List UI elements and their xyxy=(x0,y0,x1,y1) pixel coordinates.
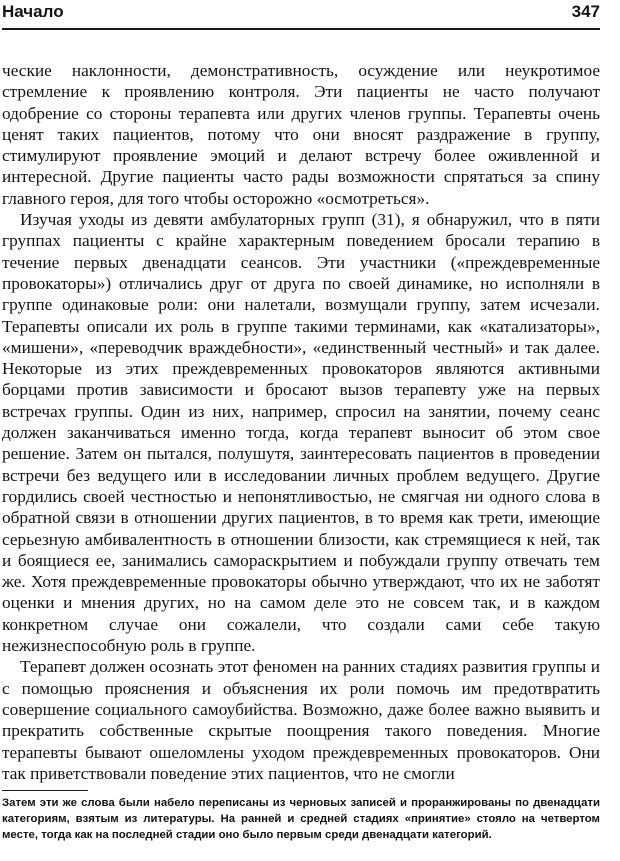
footnote: Затем эти же слова были набело переписаны из черновых записей и проранжированы по двенадцати категориям, взятым из литературы. На ранней и средней стадиях «принятие» стояло на четвертом месте, тогда как на последней стадии оно было первым среди двенадцати категорий. xyxy=(2,797,600,842)
running-head: Начало xyxy=(2,2,64,21)
page-header xyxy=(2,0,600,30)
footnote-divider xyxy=(2,790,88,791)
paragraph-therapist-role: Терапевт должен осознать этот феномен на ранних стадиях развития группы и с помощью прояснения и объяснения их роли помочь им предотвратить совершение социального самоубийства. Возможно, даже более важно выявить и прекратить собственные скрытые поощрения такого поведения. Многие терапевты бывают ошеломлены уходом преждевременных провокаторов. Они так приветствовали поведение этих пациентов, что не смогли xyxy=(2,657,600,783)
paragraph-continued: ческие наклонности, демонстративность, осуждение или неукротимое стремление к проявлению контроля. Эти пациенты не часто получают одобрение со стороны терапевта или других членов группы. Терапевты очень ценят таких пациентов, потому что они вносят раздражение в группу, стимулируют проявление эмоций и делают встречу более оживленной и интересной. Другие пациенты часто рады возможности спрятаться за спину главного героя, для того чтобы осторожно «осмотреться». xyxy=(2,61,600,208)
paragraph-dropouts-study: Изучая уходы из девяти амбулаторных групп (31), я обнаружил, что в пяти группах пациенты с крайне характерным поведением бросали терапию в течение первых двенадцати сеансов. Эти участники («преждевременные провокаторы») отличались друг от друга по своей динамике, но исполняли в группе одинаковые роли: они налетали, возмущали группу, затем исчезали. Терапевты описали их роль в группе такими терминами, как «катализаторы», «мишени», «переводчик враждебности», «единственный честный» и так далее. Некоторые из этих преждевременных провокаторов являются активными борцами против зависимости и бросают вызов терапевту уже на первых встречах группы. Один из них, например, спросил на занятии, почему сеанс должен заканчиваться именно тогда, когда терапевт выносит об этом свое решение. Затем он пытался, полушутя, заинтересовать пациентов в проведении встречи без ведущего или в исследовании личных проблем ведущего. Другие гордились своей честностью и непонятливостью, не смягчая ни одного слова в обратной связи в отношении других пациентов, в то время как трети, имеющие серьезную амбивалентность в отношении близости, как стремящиеся к ней, так и боящиеся ее, занимались самораскрытием и побуждали группу отвечать тем же. Хотя преждевременные провокаторы обычно утверждают, что их не заботят оценки и мнения других, но на самом деле это не совсем так, и в каждом конкретном случае они сожалели, что создали сами себе такую нежизнеспособную роль в группе. xyxy=(2,210,600,656)
main-text xyxy=(2,60,600,784)
page-number: 347 xyxy=(571,2,600,21)
